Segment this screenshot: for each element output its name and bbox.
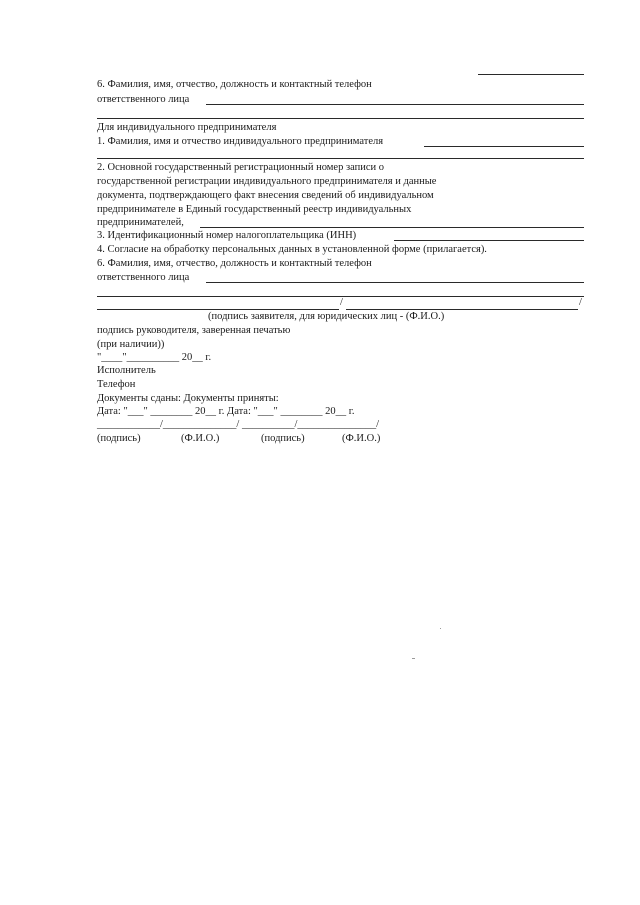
label-sign-1: (подпись) xyxy=(97,433,141,444)
label-sign-2: (подпись) xyxy=(261,433,305,444)
blank-line-top xyxy=(478,74,584,75)
ip-item6-blank-1[interactable] xyxy=(206,282,584,283)
documents-line: Документы сданы: Документы приняты: xyxy=(97,393,279,404)
ip-item3-label: 3. Идентификационный номер налогоплательщика (ИНН) xyxy=(97,230,357,241)
date-line: "____"__________ 20__ г. xyxy=(97,352,212,363)
legal-contact-blank-1[interactable] xyxy=(206,104,584,105)
signature-blank-left[interactable] xyxy=(97,309,339,310)
signature-slash-1: / xyxy=(340,297,343,308)
ip-item3-blank[interactable] xyxy=(394,240,584,241)
ip-item2-line5: предпринимателей, xyxy=(97,217,184,228)
ip-item1-blank-2[interactable] xyxy=(97,158,584,159)
scan-speck-1 xyxy=(440,628,441,629)
signature-slash-2: / xyxy=(579,297,582,308)
head-signature-line2: (при наличии)) xyxy=(97,339,165,350)
scan-speck-2 xyxy=(412,658,415,659)
ip-item1-blank-1[interactable] xyxy=(424,146,584,147)
ip-item2-line1: 2. Основной государственный регистрационный номер записи о xyxy=(97,162,385,173)
ip-item4-label: 4. Согласие на обработку персональных данных в установленной форме (прилагается). xyxy=(97,244,487,255)
legal-contact-blank-2[interactable] xyxy=(97,118,584,119)
ip-item2-line4: предпринимателе в Единый государственный реестр индивидуальных xyxy=(97,204,412,215)
signature-caption: (подпись заявителя, для юридических лиц - (Ф.И.О.) xyxy=(208,311,445,322)
phone-label: Телефон xyxy=(97,379,136,390)
legal-contact-label-line1: 6. Фамилия, имя, отчество, должность и контактный телефон xyxy=(97,79,372,90)
label-fio-1: (Ф.И.О.) xyxy=(181,433,220,444)
ip-section-header: Для индивидуального предпринимателя xyxy=(97,122,277,133)
head-signature-line1: подпись руководителя, заверенная печатью xyxy=(97,325,291,336)
ip-item2-blank[interactable] xyxy=(200,227,584,228)
ip-item6-line2: ответственного лица xyxy=(97,272,190,283)
label-fio-2: (Ф.И.О.) xyxy=(342,433,381,444)
executor-label: Исполнитель xyxy=(97,365,156,376)
signature-blank-right[interactable] xyxy=(346,309,578,310)
ip-item6-line1: 6. Фамилия, имя, отчество, должность и контактный телефон xyxy=(97,258,372,269)
legal-contact-label-line2: ответственного лица xyxy=(97,94,190,105)
ip-item2-line2: государственной регистрации индивидуального предпринимателя и данные xyxy=(97,176,437,187)
ip-item1-label: 1. Фамилия, имя и отчество индивидуального предпринимателя xyxy=(97,136,384,147)
sign-blanks-line: ____________/______________/ __________/_______________/ xyxy=(97,419,380,430)
dates-line: Дата: "___" ________ 20__ г. Дата: "___" ________ 20__ г. xyxy=(97,406,355,417)
ip-item2-line3: документа, подтверждающего факт внесения сведений об индивидуальном xyxy=(97,190,434,201)
